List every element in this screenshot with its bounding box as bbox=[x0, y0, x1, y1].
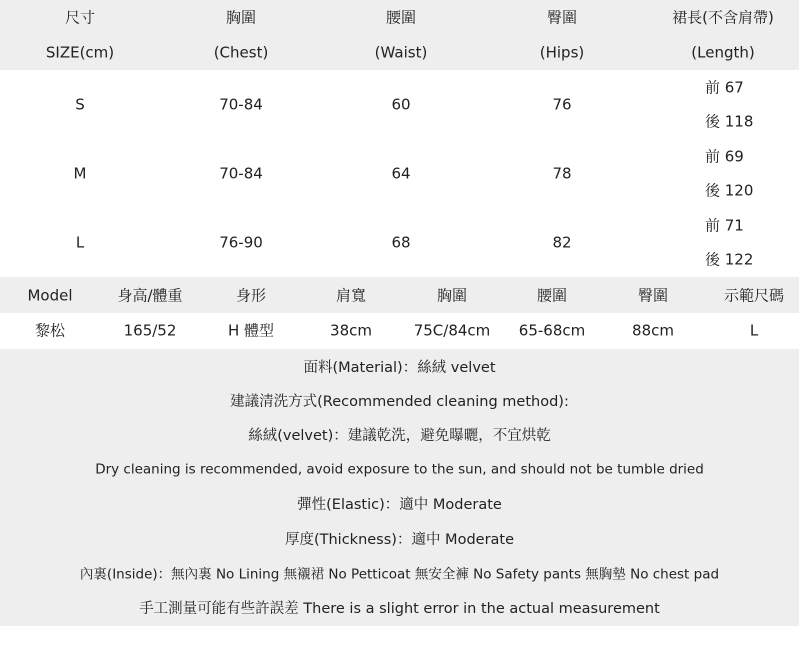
model-header-chest: 胸圍 bbox=[436, 286, 468, 305]
row-hips: 78 bbox=[552, 164, 572, 183]
thickness-note: 厚度(Thickness)：適中 Moderate bbox=[284, 531, 515, 548]
row-length-front: 前 69 bbox=[705, 147, 744, 166]
model-header-model: Model bbox=[27, 286, 73, 305]
cleaning-note-zh: 絲絨(velvet)：建議乾洗，避免曝曬，不宜烘乾 bbox=[248, 427, 551, 444]
header-size-zh: 尺寸 bbox=[64, 8, 96, 27]
header-hips-zh: 臀圍 bbox=[546, 8, 578, 27]
model-header-hips: 臀圍 bbox=[637, 286, 669, 305]
row-size: L bbox=[75, 233, 85, 252]
model-waist: 65-68cm bbox=[518, 321, 586, 340]
model-body-shape: H 體型 bbox=[227, 321, 275, 340]
row-length-front: 前 71 bbox=[705, 216, 744, 235]
model-height-weight: 165/52 bbox=[123, 321, 177, 340]
header-length-en: (Length) bbox=[691, 43, 755, 62]
elastic-note: 彈性(Elastic)：適中 Moderate bbox=[297, 496, 502, 513]
row-chest: 70-84 bbox=[219, 164, 263, 183]
row-length-front: 前 67 bbox=[705, 78, 744, 97]
model-hips: 88cm bbox=[632, 321, 674, 340]
header-chest-zh: 胸圍 bbox=[225, 8, 257, 27]
measurement-error-note: 手工測量可能有些許誤差 There is a slight error in the actual measurement bbox=[139, 600, 660, 617]
cleaning-note-en: Dry cleaning is recommended, avoid exposure to the sun, and should not be tumble dried bbox=[95, 461, 704, 478]
row-chest: 70-84 bbox=[219, 95, 263, 114]
row-length-back: 後 120 bbox=[705, 181, 754, 200]
header-size-en: SIZE(cm) bbox=[45, 43, 115, 62]
row-length-back: 後 118 bbox=[705, 112, 754, 131]
header-chest-en: (Chest) bbox=[213, 43, 269, 62]
row-length-back: 後 122 bbox=[705, 250, 754, 269]
header-length-zh: 裙長(不含肩帶) bbox=[672, 8, 774, 27]
header-waist-zh: 腰圍 bbox=[385, 8, 417, 27]
header-waist-en: (Waist) bbox=[374, 43, 428, 62]
model-size: L bbox=[749, 321, 759, 340]
model-header-height-weight: 身高/體重 bbox=[117, 286, 183, 305]
header-hips-en: (Hips) bbox=[539, 43, 585, 62]
row-waist: 60 bbox=[391, 95, 411, 114]
row-size: M bbox=[73, 164, 87, 183]
row-hips: 82 bbox=[552, 233, 572, 252]
cleaning-method-title: 建議清洗方式(Recommended cleaning method): bbox=[230, 393, 569, 410]
row-waist: 64 bbox=[391, 164, 411, 183]
row-chest: 76-90 bbox=[219, 233, 263, 252]
model-name: 黎松 bbox=[34, 321, 66, 340]
model-chest: 75C/84cm bbox=[413, 321, 491, 340]
model-header-shoulder: 肩寬 bbox=[335, 286, 367, 305]
model-shoulder: 38cm bbox=[330, 321, 372, 340]
row-size: S bbox=[75, 95, 85, 114]
material-note: 面料(Material)：絲絨 velvet bbox=[303, 359, 496, 376]
inside-note: 內裏(Inside)：無內裏 No Lining 無襯裙 No Petticoat 無安全褲 No Safety pants 無胸墊 No chest pad bbox=[79, 566, 720, 583]
model-header-waist: 腰圍 bbox=[536, 286, 568, 305]
row-waist: 68 bbox=[391, 233, 411, 252]
model-header-body-shape: 身形 bbox=[235, 286, 267, 305]
model-header-size: 示範尺碼 bbox=[723, 286, 785, 305]
care-notes-section bbox=[0, 349, 799, 626]
row-hips: 76 bbox=[552, 95, 572, 114]
